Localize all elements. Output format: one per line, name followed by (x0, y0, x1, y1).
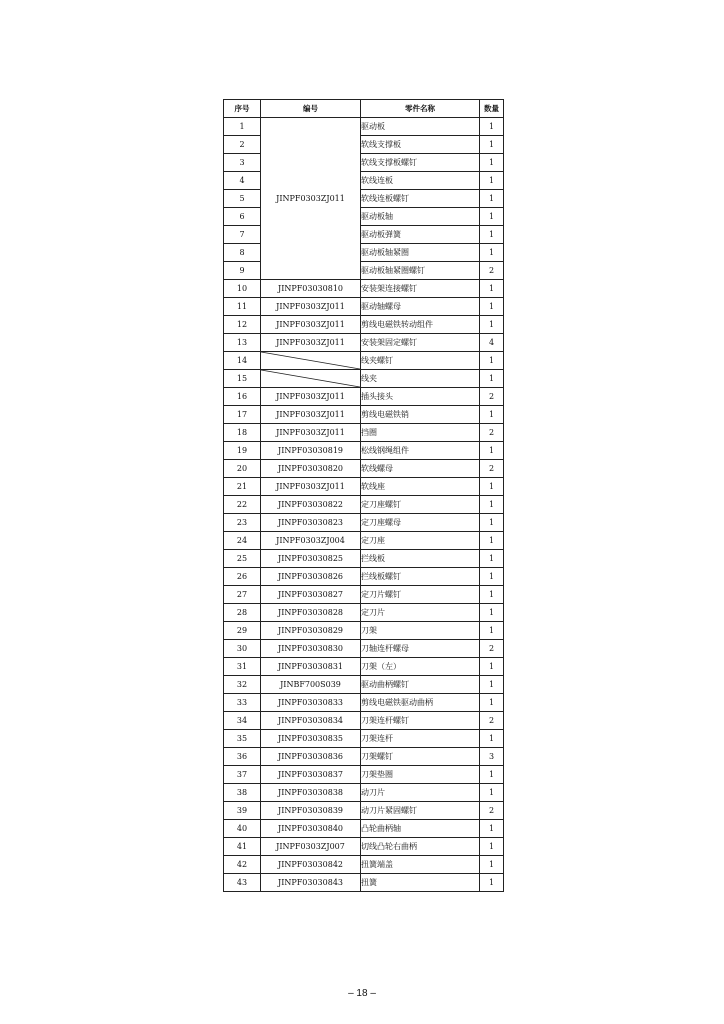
row-part-name: 扭簧 (361, 874, 480, 892)
row-code: JINBF700S039 (261, 676, 361, 694)
row-part-name: 软线连板 (361, 172, 480, 190)
row-code: JINPF03030843 (261, 874, 361, 892)
row-seq: 34 (224, 712, 261, 730)
row-part-name: 软线连板螺钉 (361, 190, 480, 208)
row-part-name: 驱动板轴 (361, 208, 480, 226)
table-row (224, 838, 504, 856)
row-seq: 14 (224, 352, 261, 370)
row-part-name: 切线凸轮右曲柄 (361, 838, 480, 856)
row-seq: 12 (224, 316, 261, 334)
row-code: JINPF03030828 (261, 604, 361, 622)
row-seq: 38 (224, 784, 261, 802)
row-quantity: 1 (480, 370, 504, 388)
table-row (224, 802, 504, 820)
row-seq: 18 (224, 424, 261, 442)
row-quantity: 1 (480, 208, 504, 226)
row-quantity: 1 (480, 694, 504, 712)
row-seq: 7 (224, 226, 261, 244)
table-row (224, 316, 504, 334)
table-row (224, 694, 504, 712)
row-seq: 19 (224, 442, 261, 460)
row-quantity: 1 (480, 136, 504, 154)
table-row (224, 514, 504, 532)
row-seq: 10 (224, 280, 261, 298)
row-part-name: 线夹螺钉 (361, 352, 480, 370)
row-quantity: 2 (480, 712, 504, 730)
row-quantity: 1 (480, 442, 504, 460)
row-seq: 42 (224, 856, 261, 874)
row-part-name: 定刀座螺母 (361, 514, 480, 532)
table-row (224, 388, 504, 406)
table-row (224, 676, 504, 694)
row-part-name: 凸轮曲柄轴 (361, 820, 480, 838)
row-code: JINPF03030838 (261, 784, 361, 802)
row-quantity: 1 (480, 604, 504, 622)
header-quantity: 数量 (480, 100, 504, 118)
row-code: JINPF0303ZJ011 (261, 298, 361, 316)
row-quantity: 2 (480, 640, 504, 658)
row-quantity: 1 (480, 586, 504, 604)
row-seq: 36 (224, 748, 261, 766)
row-quantity: 1 (480, 298, 504, 316)
row-code: JINPF03030823 (261, 514, 361, 532)
row-quantity: 4 (480, 334, 504, 352)
row-part-name: 刀架连杆螺钉 (361, 712, 480, 730)
table-row (224, 280, 504, 298)
row-quantity: 1 (480, 316, 504, 334)
table-row (224, 460, 504, 478)
row-seq: 11 (224, 298, 261, 316)
table-row (224, 604, 504, 622)
table-row (224, 658, 504, 676)
row-quantity: 1 (480, 622, 504, 640)
row-part-name: 驱动板 (361, 118, 480, 136)
row-seq: 2 (224, 136, 261, 154)
row-seq: 25 (224, 550, 261, 568)
row-part-name: 定刀片 (361, 604, 480, 622)
table-row (224, 118, 504, 136)
row-quantity: 1 (480, 406, 504, 424)
table-row (224, 406, 504, 424)
row-part-name: 定刀片螺钉 (361, 586, 480, 604)
row-seq: 30 (224, 640, 261, 658)
row-quantity: 1 (480, 658, 504, 676)
header-part-name: 零件名称 (361, 100, 480, 118)
row-quantity: 1 (480, 766, 504, 784)
row-seq: 43 (224, 874, 261, 892)
row-code: JINPF0303ZJ011 (261, 406, 361, 424)
row-code: JINPF03030842 (261, 856, 361, 874)
table-row (224, 640, 504, 658)
row-seq: 33 (224, 694, 261, 712)
row-quantity: 1 (480, 514, 504, 532)
row-quantity: 1 (480, 352, 504, 370)
row-code: JINPF03030822 (261, 496, 361, 514)
row-seq: 35 (224, 730, 261, 748)
row-quantity: 1 (480, 154, 504, 172)
row-code: JINPF0303ZJ011 (261, 424, 361, 442)
row-code: JINPF0303ZJ011 (261, 316, 361, 334)
row-quantity: 2 (480, 424, 504, 442)
row-code: JINPF03030836 (261, 748, 361, 766)
row-part-name: 软线座 (361, 478, 480, 496)
row-part-name: 拦线板 (361, 550, 480, 568)
row-quantity: 3 (480, 748, 504, 766)
row-quantity: 1 (480, 118, 504, 136)
row-seq: 6 (224, 208, 261, 226)
row-quantity: 1 (480, 190, 504, 208)
table-header-row (224, 100, 504, 118)
row-quantity: 1 (480, 730, 504, 748)
row-quantity: 1 (480, 280, 504, 298)
row-quantity: 1 (480, 838, 504, 856)
row-seq: 23 (224, 514, 261, 532)
row-seq: 5 (224, 190, 261, 208)
row-part-name: 动刀片紧固螺钉 (361, 802, 480, 820)
row-part-name: 插头接头 (361, 388, 480, 406)
row-seq: 8 (224, 244, 261, 262)
row-quantity: 1 (480, 532, 504, 550)
row-part-name: 安装架连接螺钉 (361, 280, 480, 298)
row-code: JINPF0303ZJ011 (261, 388, 361, 406)
table-body (224, 118, 504, 892)
row-seq: 40 (224, 820, 261, 838)
row-seq: 13 (224, 334, 261, 352)
row-part-name: 安装架固定螺钉 (361, 334, 480, 352)
row-part-name: 松线钢绳组件 (361, 442, 480, 460)
row-quantity: 1 (480, 784, 504, 802)
row-part-name: 驱动板弹簧 (361, 226, 480, 244)
header-code: 编号 (261, 100, 361, 118)
row-part-name: 刀架垫圈 (361, 766, 480, 784)
row-seq: 4 (224, 172, 261, 190)
header-seq: 序号 (224, 100, 261, 118)
row-part-name: 剪线电磁铁驱动曲柄 (361, 694, 480, 712)
table-row (224, 874, 504, 892)
row-seq: 20 (224, 460, 261, 478)
row-part-name: 线夹 (361, 370, 480, 388)
row-quantity: 1 (480, 550, 504, 568)
table-row (224, 532, 504, 550)
row-seq: 3 (224, 154, 261, 172)
row-part-name: 软线支撑板螺钉 (361, 154, 480, 172)
row-part-name: 刀轴连杆螺母 (361, 640, 480, 658)
row-seq: 16 (224, 388, 261, 406)
row-part-name: 剪线电磁铁销 (361, 406, 480, 424)
table-row (224, 856, 504, 874)
row-code: JINPF03030825 (261, 550, 361, 568)
row-code-empty (261, 352, 361, 370)
table-row (224, 784, 504, 802)
row-seq: 21 (224, 478, 261, 496)
row-part-name: 刀架螺钉 (361, 748, 480, 766)
row-code: JINPF03030834 (261, 712, 361, 730)
diagonal-slash-icon (261, 370, 360, 387)
row-quantity: 1 (480, 856, 504, 874)
row-seq: 29 (224, 622, 261, 640)
row-code: JINPF03030819 (261, 442, 361, 460)
table-row (224, 496, 504, 514)
row-code: JINPF03030827 (261, 586, 361, 604)
row-quantity: 1 (480, 496, 504, 514)
row-quantity: 1 (480, 478, 504, 496)
parts-table (223, 99, 504, 892)
table-row (224, 442, 504, 460)
row-seq: 9 (224, 262, 261, 280)
row-code: JINPF03030839 (261, 802, 361, 820)
row-seq: 1 (224, 118, 261, 136)
row-code-empty (261, 370, 361, 388)
row-code: JINPF03030810 (261, 280, 361, 298)
row-part-name: 刀架（左） (361, 658, 480, 676)
row-seq: 41 (224, 838, 261, 856)
row-code: JINPF03030820 (261, 460, 361, 478)
table-row (224, 352, 504, 370)
table-row (224, 370, 504, 388)
row-part-name: 驱动板轴紧圈 (361, 244, 480, 262)
row-quantity: 2 (480, 388, 504, 406)
row-quantity: 2 (480, 460, 504, 478)
table-row (224, 586, 504, 604)
row-seq: 28 (224, 604, 261, 622)
row-quantity: 1 (480, 874, 504, 892)
page-number: – 18 – (348, 988, 376, 999)
row-quantity: 1 (480, 172, 504, 190)
table-row (224, 820, 504, 838)
table-row (224, 712, 504, 730)
row-part-name: 定刀座 (361, 532, 480, 550)
table-row (224, 748, 504, 766)
row-part-name: 驱动曲柄螺钉 (361, 676, 480, 694)
row-part-name: 扭簧端盖 (361, 856, 480, 874)
row-seq: 39 (224, 802, 261, 820)
row-quantity: 2 (480, 802, 504, 820)
row-part-name: 软线支撑板 (361, 136, 480, 154)
row-code: JINPF0303ZJ011 (261, 118, 361, 280)
row-quantity: 2 (480, 262, 504, 280)
table-row (224, 730, 504, 748)
row-code: JINPF03030840 (261, 820, 361, 838)
row-part-name: 拦线板螺钉 (361, 568, 480, 586)
row-quantity: 1 (480, 820, 504, 838)
table-row (224, 478, 504, 496)
row-code: JINPF03030829 (261, 622, 361, 640)
row-part-name: 驱动轴螺母 (361, 298, 480, 316)
row-code: JINPF0303ZJ007 (261, 838, 361, 856)
row-quantity: 1 (480, 676, 504, 694)
row-seq: 26 (224, 568, 261, 586)
row-seq: 27 (224, 586, 261, 604)
table-row (224, 424, 504, 442)
row-part-name: 软线螺母 (361, 460, 480, 478)
row-code: JINPF03030826 (261, 568, 361, 586)
row-part-name: 驱动板轴紧圈螺钉 (361, 262, 480, 280)
row-code: JINPF0303ZJ011 (261, 478, 361, 496)
table-row (224, 766, 504, 784)
row-part-name: 刀架连杆 (361, 730, 480, 748)
row-seq: 31 (224, 658, 261, 676)
table-row (224, 568, 504, 586)
row-seq: 24 (224, 532, 261, 550)
row-part-name: 定刀座螺钉 (361, 496, 480, 514)
row-code: JINPF03030835 (261, 730, 361, 748)
row-quantity: 1 (480, 226, 504, 244)
row-code: JINPF0303ZJ011 (261, 334, 361, 352)
row-code: JINPF0303ZJ004 (261, 532, 361, 550)
row-part-name: 剪线电磁铁转动组件 (361, 316, 480, 334)
row-quantity: 1 (480, 244, 504, 262)
row-code: JINPF03030833 (261, 694, 361, 712)
row-code: JINPF03030837 (261, 766, 361, 784)
row-seq: 22 (224, 496, 261, 514)
row-code: JINPF03030831 (261, 658, 361, 676)
row-part-name: 动刀片 (361, 784, 480, 802)
table-row (224, 334, 504, 352)
row-part-name: 刀架 (361, 622, 480, 640)
table-row (224, 622, 504, 640)
table-row (224, 550, 504, 568)
row-part-name: 挡圈 (361, 424, 480, 442)
row-seq: 37 (224, 766, 261, 784)
row-seq: 17 (224, 406, 261, 424)
row-code: JINPF03030830 (261, 640, 361, 658)
diagonal-slash-icon (261, 352, 360, 369)
table-row (224, 298, 504, 316)
row-quantity: 1 (480, 568, 504, 586)
row-seq: 15 (224, 370, 261, 388)
row-seq: 32 (224, 676, 261, 694)
